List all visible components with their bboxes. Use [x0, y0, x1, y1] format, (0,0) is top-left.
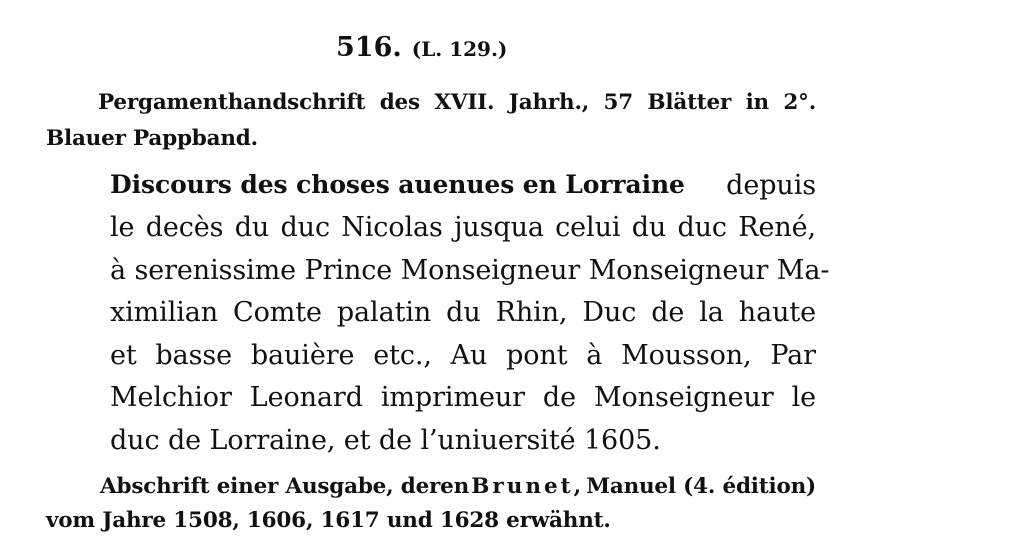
- document-title: Discours des choses auenues en Lorraine: [110, 170, 685, 199]
- title-line-3: à serenissime Prince Monseigneur Monseigneur Ma-: [110, 255, 830, 286]
- entry-heading: [336, 34, 507, 61]
- description-line-2: Blauer Pappband.: [46, 126, 258, 151]
- title-line-7: duc de Lorraine, et de l’uniuersité 1605.: [110, 425, 661, 456]
- description-text-1: Pergamenthandschrift des XVII. Jahrh., 57 Blätter in 2°.: [98, 90, 816, 115]
- note-text-after: Manuel (4. édition): [586, 474, 816, 499]
- entry-reference: (L. 129.): [411, 37, 508, 61]
- note-line-1: [100, 476, 816, 498]
- title-line-2: le decès du duc Nicolas jusqua celui du duc René,: [110, 212, 816, 243]
- title-line-4: ximilian Comte palatin du Rhin, Duc de la haute: [110, 297, 816, 328]
- entry-number: 516.: [336, 32, 402, 63]
- title-line-6: Melchior Leonard imprimeur de Monseigneur le: [110, 382, 816, 413]
- title-line-1: [110, 172, 816, 199]
- title-line-1-rest: depuis: [726, 170, 816, 201]
- note-text-before: Abschrift einer Ausgabe, deren: [100, 474, 470, 499]
- note-author-name: Brunet,: [471, 474, 585, 499]
- description-line-1: [98, 92, 816, 114]
- note-line-2: vom Jahre 1508, 1606, 1617 und 1628 erwähnt.: [46, 508, 611, 533]
- title-line-5: et basse bauière etc., Au pont à Mousson, Par: [110, 340, 816, 371]
